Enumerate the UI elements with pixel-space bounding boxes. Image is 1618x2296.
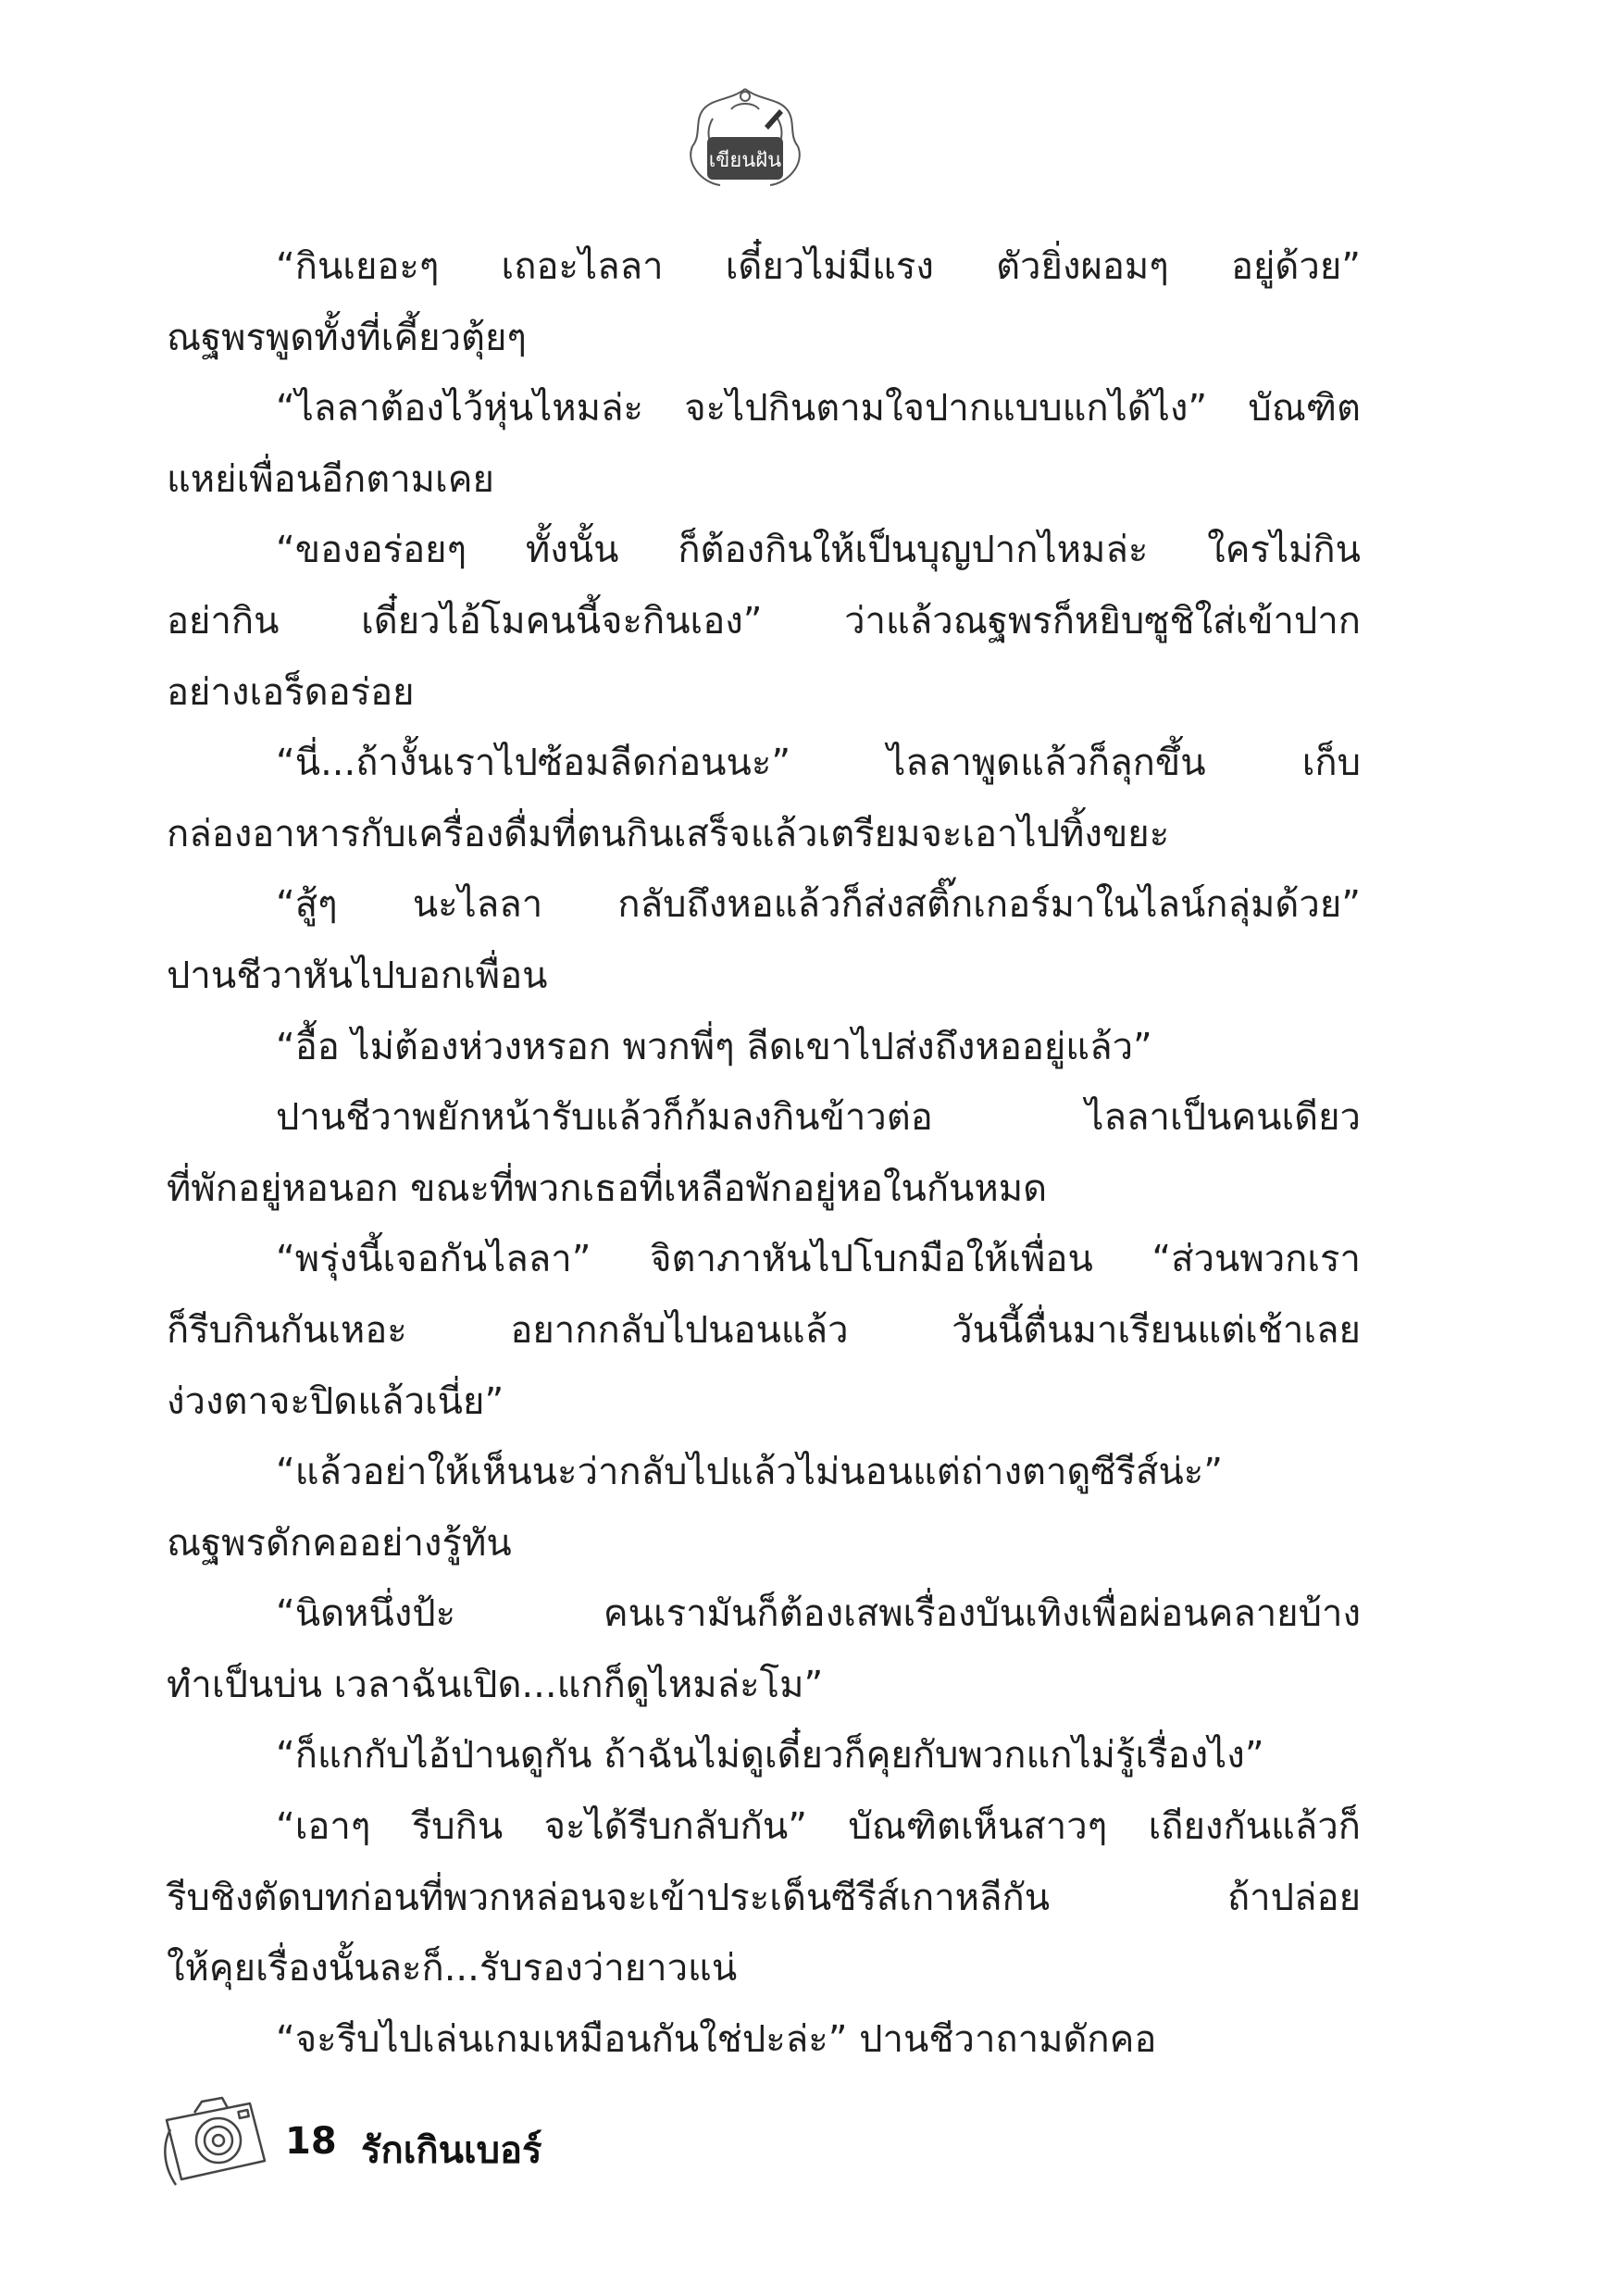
text-line: ก็รีบกินกันเหอะ อยากกลับไปนอนแล้ว วันนี้ตื่นมาเรียนแต่เช้าเลย [167,1308,1361,1352]
text-line: รีบชิงตัดบทก่อนที่พวกหล่อนจะเข้าประเด็นซีรีส์เกาหลีกัน ถ้าปล่อย [167,1876,1361,1919]
text-line: ปานชีวาหันไปบอกเพื่อน [167,954,548,997]
text-line: “เอาๆ รีบกิน จะได้รีบกลับกัน” บัณฑิตเห็นสาวๆ เถียงกันแล้วก็ [276,1805,1361,1849]
text-line: “นิดหนึ่งป้ะ คนเรามันก็ต้องเสพเรื่องบันเทิงเพื่อผ่อนคลายบ้าง [276,1592,1361,1636]
body-text [167,231,1361,2075]
text-line: อย่างเอร็ดอร่อย [167,670,415,714]
text-line: ให้คุยเรื่องนั้นละก็...รับรองว่ายาวแน่ [167,1947,738,1990]
text-line: “นี่...ถ้างั้นเราไปซ้อมลีดก่อนนะ” ไลลาพูดแล้วก็ลุกขึ้น เก็บ [276,742,1361,785]
text-line: อย่ากิน เดี๋ยวไอ้โมคนนี้จะกินเอง” ว่าแล้วณฐพรก็หยิบซูชิใส่เข้าปาก [167,599,1361,643]
page-number: 18 [285,2120,337,2163]
text-line: ณฐพรพูดทั้งที่เคี้ยวตุ้ยๆ [167,316,527,359]
text-line: กล่องอาหารกับเครื่องดื่มที่ตนกินเสร็จแล้วเตรียมจะเอาไปทิ้งขยะ [167,812,1170,855]
text-line: “อื้อ ไม่ต้องห่วงหรอก พวกพี่ๆ ลีดเขาไปส่งถึงหออยู่แล้ว” [276,1025,1152,1068]
text-line: “แล้วอย่าให้เห็นนะว่ากลับไปแล้วไม่นอนแต่ถ่างตาดูซีรีส์น่ะ” [276,1451,1223,1494]
text-line: “สู้ๆ นะไลลา กลับถึงหอแล้วก็ส่งสติ๊กเกอร์มาในไลน์กลุ่มด้วย” [276,883,1361,927]
logo-text: เขียนฝัน [708,149,782,172]
text-line: “พรุ่งนี้เจอกันไลลา” จิตาภาหันไปโบกมือให้เพื่อน “ส่วนพวกเรา [276,1238,1361,1281]
text-line: ง่วงตาจะปิดแล้วเนี่ย” [167,1379,504,1423]
text-line: “ก็แกกับไอ้ป่านดูกัน ถ้าฉันไม่ดูเดี๋ยวก็คุยกับพวกแกไม่รู้เรื่องไง” [276,1734,1264,1778]
book-title: รักเกินเบอร์ [361,2129,542,2172]
text-line: ณฐพรดักคออย่างรู้ทัน [167,1521,512,1565]
text-line: “ของอร่อยๆ ทั้งนั้น ก็ต้องกินให้เป็นบุญปากไหมล่ะ ใครไม่กิน [276,529,1361,572]
text-line: “กินเยอะๆ เถอะไลลา เดี๋ยวไม่มีแรง ตัวยิ่งผอมๆ อยู่ด้วย” [276,245,1361,288]
text-line: ทำเป็นบ่น เวลาฉันเปิด...แกก็ดูไหมล่ะโม” [167,1663,824,1706]
text-line: “จะรีบไปเล่นเกมเหมือนกันใช่ปะล่ะ” ปานชีวาถามดักคอ [276,2017,1157,2061]
text-line: ปานชีวาพยักหน้ารับแล้วก็ก้มลงกินข้าวต่อ ไลลาเป็นคนเดียว [276,1096,1361,1140]
text-line: ที่พักอยู่หอนอก ขณะที่พวกเธอที่เหลือพักอยู่หอในกันหมด [167,1167,1048,1210]
publisher-emblem-icon [676,81,815,211]
camera-icon [157,2083,278,2194]
text-line: แหย่เพื่อนอีกตามเคย [167,457,494,501]
text-line: “ไลลาต้องไว้หุ่นไหมล่ะ จะไปกินตามใจปากแบบแกได้ไง” บัณฑิต [276,387,1361,430]
page-footer [157,2083,898,2194]
